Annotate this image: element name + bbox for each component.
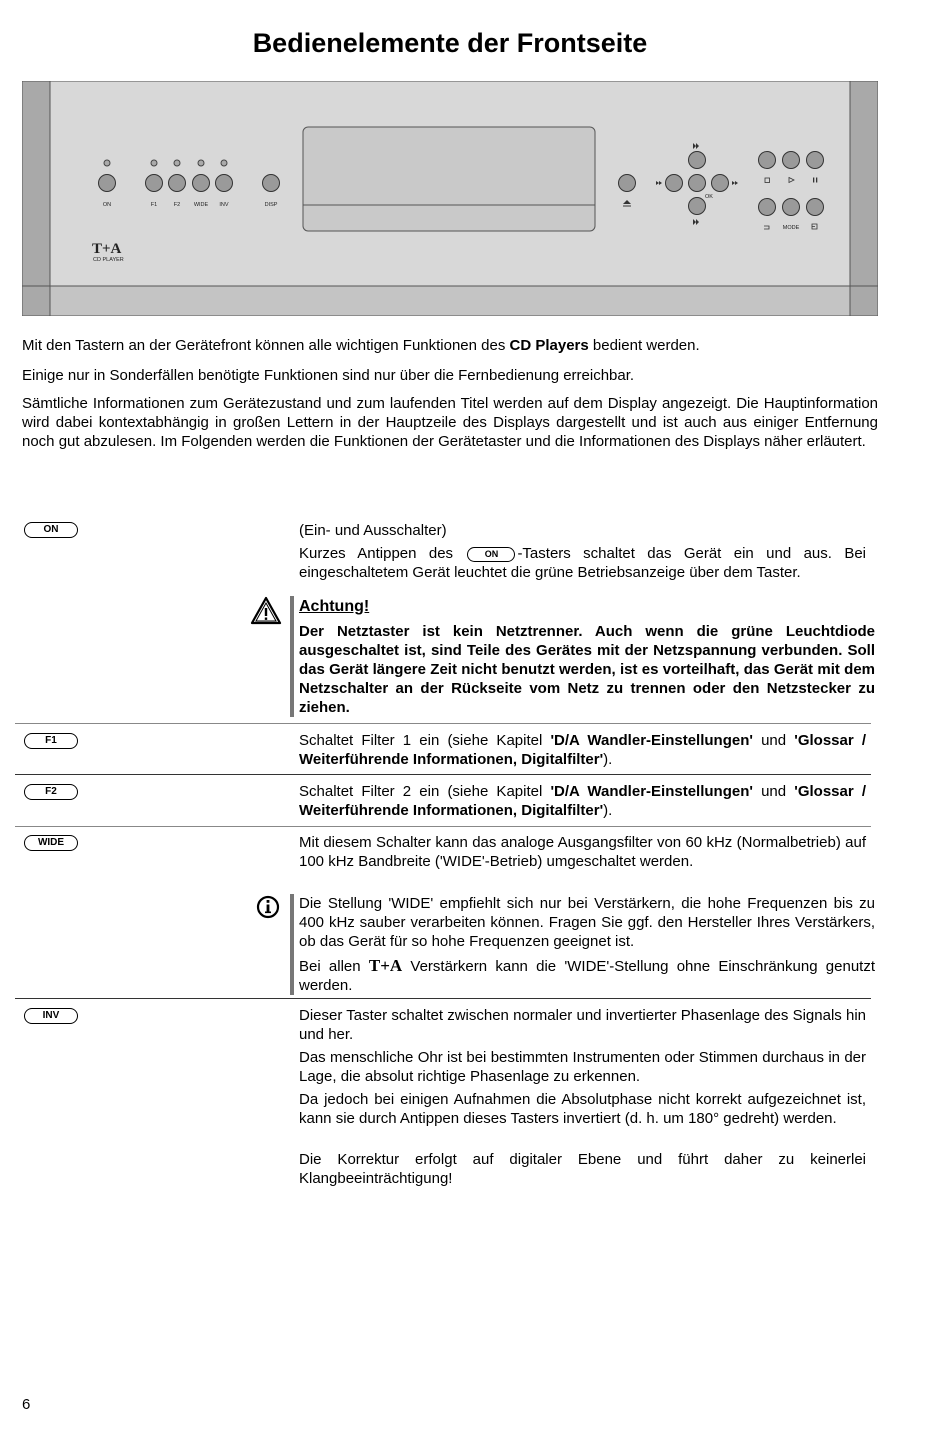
info-icon — [256, 895, 280, 919]
wide-key-symbol: WIDE — [24, 835, 78, 851]
led-on — [104, 160, 110, 166]
intro-paragraph-3: Sämtliche Informationen zum Gerätezustand und zum laufenden Titel werden auf dem Display angezeigt. Die Hauptinformation wird dabei kontextabhängig in großen Lettern in der Hauptzeile des Displays dargestellt und ist auch aus einiger Entfernung noch gut abzulesen. Im Folgenden werden die Funktionen der Gerätetaster und die Informationen des Displays näher erläutert. — [22, 395, 878, 450]
label-disp: DISP — [264, 202, 278, 208]
on-key-symbol: ON — [24, 522, 78, 538]
wide-description: Mit diesem Schalter kann das analoge Ausgangsfilter von 60 kHz (Normalbetrieb) auf 100 kHz Bandbreite ('WIDE'-Betrieb) umgeschaltet werden. — [299, 834, 866, 870]
info-box — [290, 894, 875, 995]
label-f1: F1 — [150, 202, 158, 208]
back-button — [759, 199, 776, 216]
intro-paragraph-1: Mit den Tastern an der Gerätefront können alle wichtigen Funktionen des CD Players bedient werden. — [22, 337, 700, 354]
ta-logo: T+A — [368, 956, 403, 975]
divider — [15, 826, 871, 827]
on-description: Kurzes Antippen des ON -Tasters schaltet das Gerät ein und aus. Bei eingeschaltetem Gerät leuchtet die grüne Betriebsanzeige über dem Taster. — [299, 545, 866, 581]
page-number: 6 — [22, 1396, 31, 1413]
inv-button — [216, 175, 233, 192]
led-f2 — [174, 160, 180, 166]
divider — [15, 723, 871, 724]
eject-button — [619, 175, 636, 192]
on-heading: (Ein- und Ausschalter) — [299, 522, 447, 539]
f1-button — [146, 175, 163, 192]
f1-description: Schaltet Filter 1 ein (siehe Kapitel 'D/A Wandler-Einstellungen' und 'Glossar / Weiterführende Informationen, Digitalfilter'). — [299, 732, 866, 768]
label-on: ON — [102, 202, 112, 208]
warning-title: Achtung! — [299, 598, 370, 615]
f2-key-symbol: F2 — [24, 784, 78, 800]
info-text-2: Bei allen T+A Verstärkern kann die 'WIDE'-Stellung ohne Einschränkung genutzt werden. — [299, 956, 875, 994]
label-mode: MODE — [782, 225, 800, 231]
intro-paragraph-2: Einige nur in Sonderfällen benötigte Funktionen sind nur über die Fernbedienung erreichbar. — [22, 367, 635, 384]
model-label: CD PLAYER — [93, 257, 124, 263]
inv-paragraph-1: Dieser Taster schaltet zwischen normaler und invertierter Phasenlage des Signals hin und her. — [299, 1007, 866, 1043]
led-inv — [221, 160, 227, 166]
inv-paragraph-4: Die Korrektur erfolgt auf digitaler Ebene und führt daher zu keinerlei Klangbeeinträchtigung! — [299, 1151, 866, 1187]
label-f2: F2 — [173, 202, 181, 208]
on-button — [99, 175, 116, 192]
f1-key-symbol: F1 — [24, 733, 78, 749]
play-button — [783, 152, 800, 169]
page-title: Bedienelemente der Frontseite — [252, 28, 648, 58]
led-f1 — [151, 160, 157, 166]
divider — [15, 774, 871, 775]
nav-down-button — [689, 198, 706, 215]
f2-description: Schaltet Filter 2 ein (siehe Kapitel 'D/A Wandler-Einstellungen' und 'Glossar / Weiterführende Informationen, Digitalfilter'). — [299, 783, 866, 819]
inv-paragraph-2: Das menschliche Ohr ist bei bestimmten Instrumenten oder Stimmen durchaus in der Lage, die absolut richtige Phasenlage zu erkennen. — [299, 1049, 866, 1085]
inv-paragraph-3: Da jedoch bei einigen Aufnahmen die Absolutphase nicht korrekt aufgezeichnet ist, kann sie durch Antippen dieses Tasters invertiert (d. h. um 180° gedreht) werden. — [299, 1091, 866, 1127]
nav-right-button — [712, 175, 729, 192]
nav-left-button — [666, 175, 683, 192]
divider — [15, 998, 871, 999]
mode-button — [783, 199, 800, 216]
stop-button — [759, 152, 776, 169]
on-inline-key: ON — [467, 547, 515, 562]
label-wide: WIDE — [193, 202, 209, 208]
info-text-1: Die Stellung 'WIDE' empfiehlt sich nur bei Verstärkern, die hohe Frequenzen bis zu 400 kHz sauber verarbeiten können. Fragen Sie ggf. den Hersteller Ihres Verstärkers, ob das Gerät für so hohe Frequenzen geeignet ist. — [299, 895, 875, 950]
warning-box — [290, 596, 875, 717]
nav-up-button — [689, 152, 706, 169]
nav-center-button — [689, 175, 706, 192]
wide-button — [193, 175, 210, 192]
device-front-panel — [22, 81, 878, 316]
inv-key-symbol: INV — [24, 1008, 78, 1024]
led-wide — [198, 160, 204, 166]
warning-text: Der Netztaster ist kein Netztrenner. Auch wenn die grüne Leuchtdiode ausgeschaltet ist, sind Teile des Gerätes mit der Netzspannung verbunden. Soll das Gerät längere Zeit nicht benutzt werden, ist es vorteilhaft, das Gerät mit dem Netzschalter an der Rückseite vom Netz zu trennen oder den Netzstecker zu ziehen. — [299, 623, 875, 716]
label-ok: OK — [705, 194, 713, 200]
label-inv: INV — [219, 202, 229, 208]
enter-button — [807, 199, 824, 216]
brand-logo: T+A — [92, 241, 122, 257]
f2-button — [169, 175, 186, 192]
pause-button — [807, 152, 824, 169]
display-window — [303, 127, 595, 231]
disp-button — [263, 175, 280, 192]
warning-icon — [250, 596, 282, 625]
